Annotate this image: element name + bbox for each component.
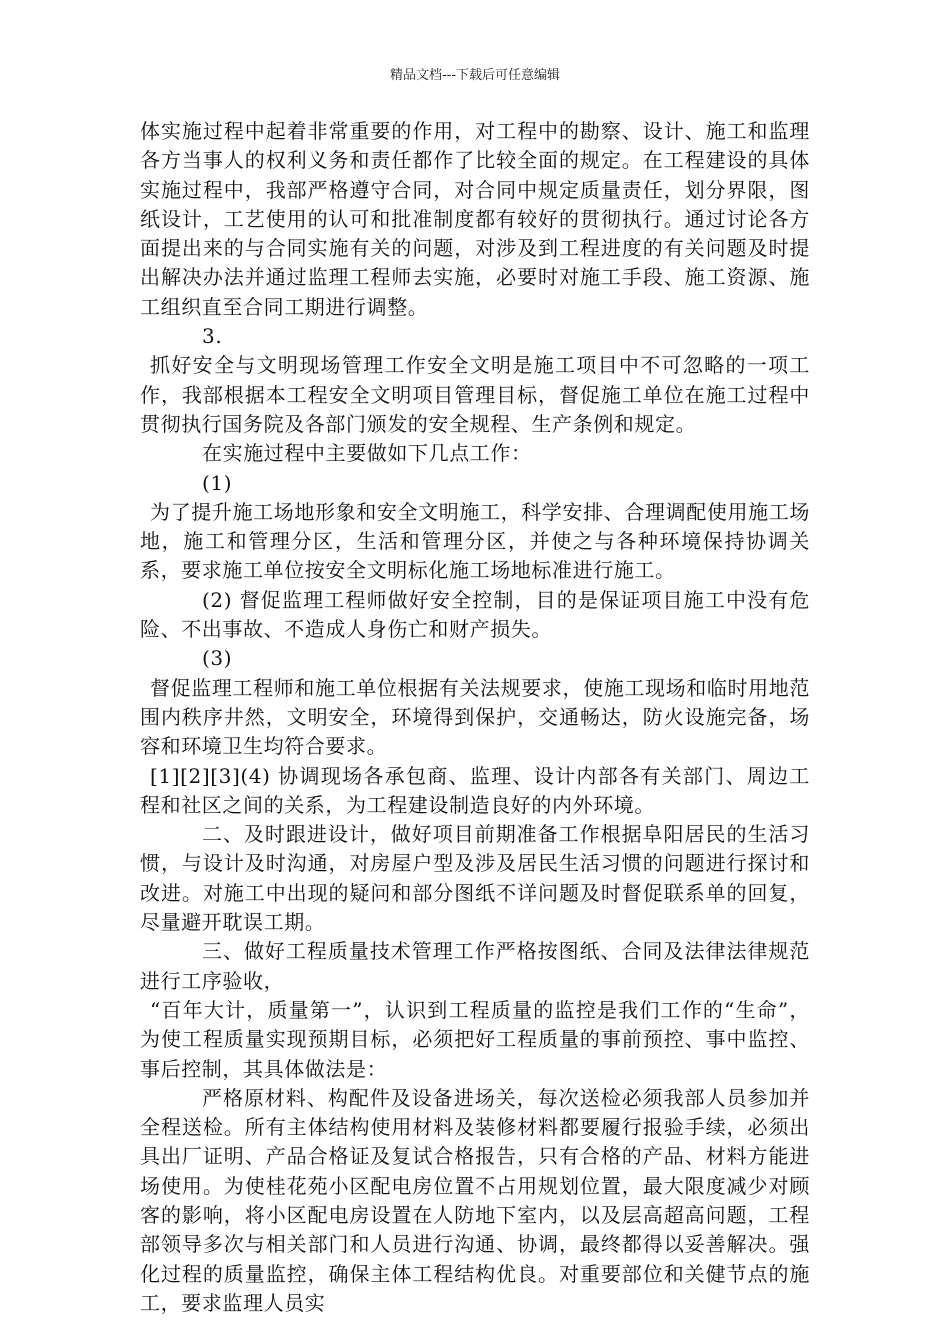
paragraph-site-image: 为了提升施工场地形象和安全文明施工，科学安排、合理调配使用施工场地，施工和管理分区，生活和管理分区，并使之与各种环境保持协调关系，要求施工单位按安全文明标化施工场地标准进行施工。 bbox=[140, 499, 810, 583]
paragraph-site-order: 督促监理工程师和施工单位根据有关法规要求，使施工现场和临时用地范围内秩序井然，文明安全，环境得到保护，交通畅达，防火设施完备，场容和环境卫生均符合要求。 bbox=[140, 675, 810, 759]
paragraph-contract-execution: 体实施过程中起着非常重要的作用，对工程中的勘察、设计、施工和监理各方当事人的权利义务和责任都作了比较全面的规定。在工程建设的具体实施过程中，我部严格遵守合同，对合同中规定质量责任，划分界限，图纸设计，工艺使用的认可和批准制度都有较好的贯彻执行。通过讨论各方面提出来的与合同实施有关的问题，对涉及到工程进度的有关问题及时提出解决办法并通过监理工程师去实施，必要时对施工手段、施工资源、施工组织直至合同工期进行调整。 bbox=[140, 119, 810, 319]
page-header: 精品文档---下载后可任意编辑 bbox=[389, 68, 561, 83]
item-number-1: (1) bbox=[202, 470, 233, 495]
paragraph-design-followup: 二、及时跟进设计，做好项目前期准备工作根据阜阳居民的生活习惯，与设计及时沟通，对房屋户型及涉及居民生活习惯的问题进行探讨和改进。对施工中出现的疑问和部分图纸不详问题及时督促联系单的回复，尽量避开耽误工期。 bbox=[140, 822, 810, 935]
paragraph-coordination: [1][2][3](4) 协调现场各承包商、监理、设计内部各有关部门、周边工程和社区之间的关系，为工程建设制造良好的内外环境。 bbox=[140, 763, 810, 817]
paragraph-quality-management-heading: 三、做好工程质量技术管理工作严格按图纸、合同及法律法律规范进行工序验收， bbox=[140, 939, 810, 993]
item-number-3: (3) bbox=[202, 646, 233, 671]
paragraph-material-control: 严格原材料、构配件及设备进场关，每次送检必须我部人员参加并全程送检。所有主体结构使用材料及装修材料都要履行报验手续，必须出具出厂证明、产品合格证及复试合格报告，只有合格的产品、材料方能进场使用。为使桂花苑小区配电房位置不占用规划位置，最大限度减少对顾客的影响，将小区配电房设置在人防地下室内，以及层高超高问题，工程部领导多次与相关部门和人员进行沟通、协调，最终都得以妥善解决。强化过程的质量监控，确保主体工程结构优良。对重要部位和关健节点的施工，要求监理人员实 bbox=[140, 1085, 810, 1315]
paragraph-quality-first: “百年大计，质量第一”，认识到工程质量的监控是我们工作的“生命”，为使工程质量实现预期目标，必须把好工程质量的事前预控、事中监控、事后控制，其具体做法是： bbox=[140, 997, 810, 1081]
section-number-3: 3. bbox=[202, 324, 223, 349]
paragraph-safety-management: 抓好安全与文明现场管理工作安全文明是施工项目中不可忽略的一项工作，我部根据本工程安全文明项目管理目标，督促施工单位在施工过程中贯彻执行国务院及各部门颁发的安全规程、生产条例和规定。 bbox=[140, 353, 810, 436]
paragraph-safety-control: (2) 督促监理工程师做好安全控制，目的是保证项目施工中没有危险、不出事故、不造成人身伤亡和财产损失。 bbox=[140, 587, 810, 642]
document-body bbox=[140, 117, 810, 1318]
paragraph-main-work-intro: 在实施过程中主要做如下几点工作： bbox=[202, 441, 532, 466]
